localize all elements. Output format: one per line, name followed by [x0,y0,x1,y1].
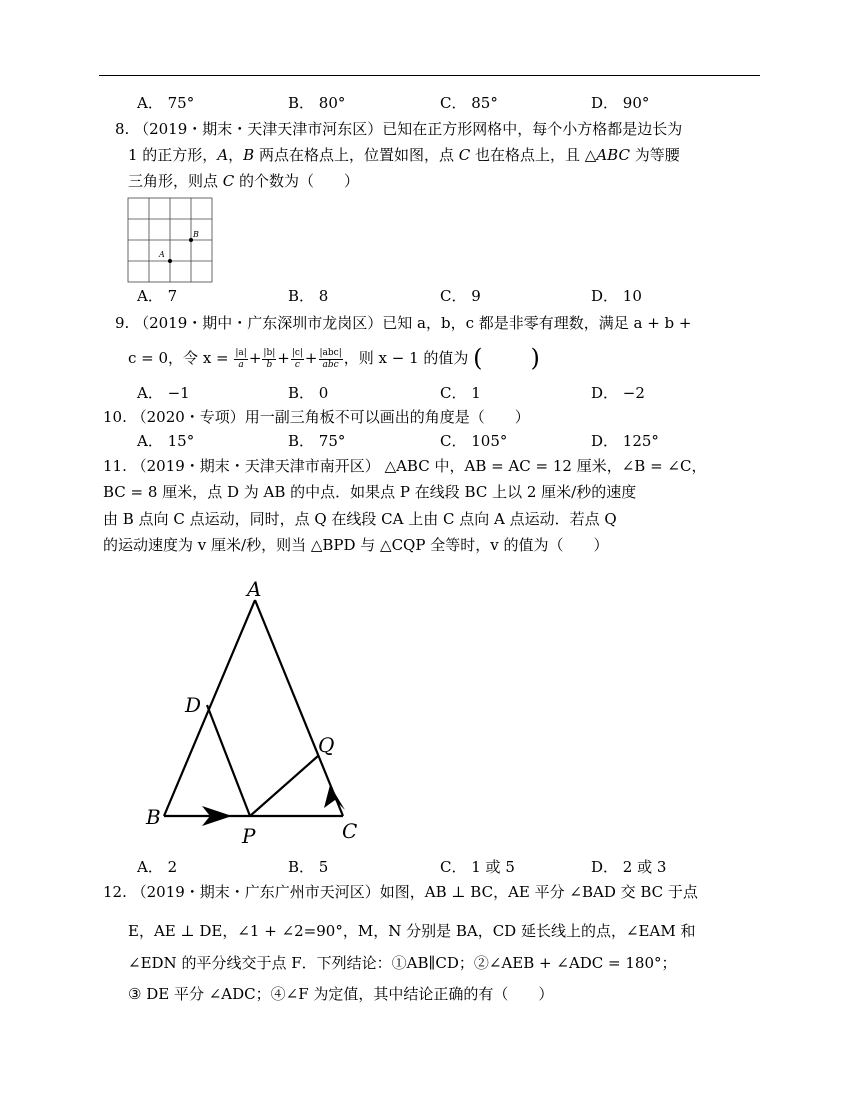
q10-option-d[interactable]: D． 125° [591,432,659,450]
q8-option-d[interactable]: D． 10 [591,287,642,305]
q8-text: 为等腰 [629,146,680,164]
q9-fraction-b [262,348,276,371]
q12-stem-line3: ∠EDN 的平分线交于点 F．下列结论：①AB∥CD；②∠AEB + ∠ADC = 180°； [128,954,677,972]
q7-option-c[interactable]: C． 85° [440,94,498,112]
q12-stem-line4: ③ DE 平分 ∠ADC；④∠F 为定值，其中结论正确的有（ ） [128,985,554,1003]
q9-option-b[interactable]: B． 0 [288,384,329,402]
q8-math: C [222,172,235,190]
q9-fraction-d [319,348,343,371]
q12-stem-line2: E，AE ⊥ DE，∠1 + ∠2=90°，M，N 分别是 BA，CD 延长线上的点，∠EAM 和 [128,922,696,940]
q8-stem-line1: 8. （2019・期末・天津天津市河东区）已知在正方形网格中，每个小方格都是边长为 [115,120,683,138]
q8-math: B [243,146,255,164]
q8-option-b[interactable]: B． 8 [288,287,329,305]
plus-sign: + [277,349,290,367]
q11-stem-line4: 的运动速度为 v 厘米/秒，则当 △BPD 与 △CQP 全等时，v 的值为（ ） [103,536,609,554]
q9-option-c[interactable]: C． 1 [440,384,481,402]
q11-stem-line1: 11. （2019・期末・天津天津市南开区） △ABC 中，AB = AC = 12 厘米，∠B = ∠C， [103,457,707,475]
segment-dp [207,705,250,816]
q11-option-b[interactable]: B． 5 [288,858,329,876]
q8-option-a[interactable]: A． 7 [137,287,178,305]
q11-triangle-figure [140,572,370,852]
q7-option-d[interactable]: D． 90° [591,94,650,112]
q9-option-a[interactable]: A． −1 [137,384,190,402]
q8-math: ABC [596,146,630,164]
q9-option-d[interactable]: D． −2 [591,384,645,402]
grid-point-a [168,259,172,263]
label-q: Q [318,733,335,757]
frac-denominator: b [266,359,273,370]
q8-grid-figure [127,197,213,283]
q9-stem-line1: 9. （2019・期中・广东深圳市龙岗区）已知 a，b，c 都是非零有理数，满足 a + b + [115,314,692,332]
q8-stem-line3 [128,171,359,191]
frac-numerator: |b| [263,347,276,358]
q8-text: 1 的正方形， [128,146,218,164]
q8-math: A [217,146,229,164]
q8-text: 三角形，则点 [128,172,223,190]
q8-text: 两点在格点上，位置如图，点 [254,146,459,164]
arrow-up-icon [324,785,345,810]
q10-option-b[interactable]: B． 75° [288,432,346,450]
segment-pq [250,756,318,816]
label-b: B [146,805,161,829]
q8-text: ， [228,146,244,164]
frac-numerator: |a| [235,347,247,358]
frac-denominator: a [238,359,244,370]
q9-text: ，则 x − 1 的值为 [343,349,469,367]
side-ab [164,600,255,816]
side-ac [255,600,343,816]
q10-option-c[interactable]: C． 105° [440,432,508,450]
q10-option-a[interactable]: A． 15° [137,432,195,450]
plus-sign: + [248,349,262,367]
header-rule [99,75,760,76]
q7-option-a[interactable]: A． 75° [137,94,195,112]
q11-stem-line3: 由 B 点向 C 点运动，同时，点 Q 在线段 CA 上由 C 点向 A 点运动．若点 Q [103,510,617,528]
q11-option-a[interactable]: A． 2 [137,858,178,876]
q8-text: 的个数为（ ） [234,172,360,190]
q8-text: 也在格点上，且 △ [470,146,597,164]
grid-label-a: A [159,250,165,259]
q12-stem-line1: 12. （2019・期末・广东广州市天河区）如图，AB ⊥ BC，AE 平分 ∠BAD 交 BC 于点 [103,883,698,901]
q8-math: C [458,146,471,164]
frac-numerator: |c| [291,347,303,358]
label-a: A [247,577,262,601]
q11-stem-line2: BC = 8 厘米，点 D 为 AB 的中点．如果点 P 在线段 BC 上以 2 厘米/秒的速度 [103,483,637,501]
grid-label-b: B [193,230,199,239]
q9-fraction-a [234,348,247,371]
q11-option-c[interactable]: C． 1 或 5 [440,858,515,876]
q11-option-d[interactable]: D． 2 或 3 [591,858,667,876]
frac-denominator: c [294,359,300,370]
q8-option-c[interactable]: C． 9 [440,287,481,305]
q10-stem: 10. （2020・专项）用一副三角板不可以画出的角度是（ ） [103,408,530,426]
label-c: C [342,819,358,843]
frac-numerator: |abc| [319,347,342,358]
q9-stem-line2 [128,342,540,374]
label-p: P [242,824,256,848]
label-d: D [185,693,202,717]
q8-stem-line2 [128,145,680,165]
plus-sign: + [304,349,318,367]
q7-option-b[interactable]: B． 80° [288,94,346,112]
q9-fraction-c [291,348,304,371]
frac-denominator: abc [322,359,339,370]
q9-text: c = 0，令 x = [128,349,234,367]
answer-paren: ( ) [473,344,540,372]
